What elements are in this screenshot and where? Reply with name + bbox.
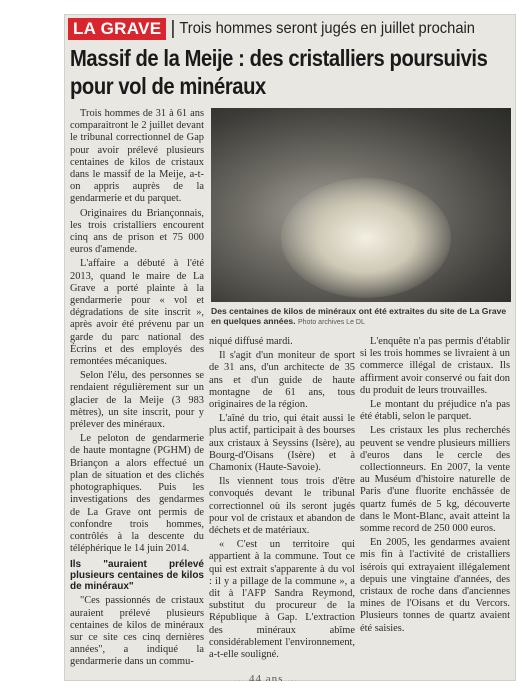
paragraph: L'aîné du trio, qui était aussi le plus actif, participait à des bourses aux cristaux à Seyssins (Isère), au Bourg-d'Oisans (Isère) et à Chamonix (Haute-Savoie).: [209, 413, 355, 474]
next-article-fragment: ... 44 ans ...: [234, 673, 299, 681]
photo-caption: [211, 306, 511, 328]
kicker-text: Trois hommes seront jugés en juillet prochain: [172, 20, 475, 38]
paragraph: En 2005, les gendarmes avaient mis fin à l'activité de cristalliers isérois qui extrayaient illégalement depuis une vingtaine d'années, des cristaux de roche dans d'anciennes mines de l'Oisans et du Vercors. Plusieurs tonnes de quartz avaient été saisies.: [360, 537, 510, 634]
paragraph: Trois hommes de 31 à 61 ans comparaitront le 2 juillet devant le tribunal correctionnel de Gap pour avoir prélevé plusieurs centaines de kilos de cristaux dans le massif de la Meije, a-t-on appris auprès de la gendarmerie et du parquet.: [70, 108, 204, 205]
paragraph: Il s'agit d'un moniteur de sport de 31 ans, d'un architecte de 35 ans et d'un guide de haute montagne de 61 ans, tous originaires de la région.: [209, 350, 355, 411]
paragraph: « C'est un territoire qui appartient à la commune. Tout ce qui est extrait s'apparente à du vol : il y a pillage de la commune », a dit à l'AFP Sandra Reymond, substitut du procureur de la République à Gap. L'extraction des minéraux abîme considérablement l'environnement, a-t-elle souligné.: [209, 539, 355, 661]
headline: Massif de la Meije : des cristalliers poursuivis pour vol de minéraux: [70, 45, 488, 99]
paragraph: Le montant du préjudice n'a pas été établi, selon le parquet.: [360, 399, 510, 423]
paragraph: "Ces passionnés de cristaux auraient prélevé plusieurs centaines de kilos de minéraux sur ce site ces cinq dernières années", a indiqué la gendarmerie dans un commu-: [70, 595, 204, 668]
paragraph: Originaires du Briançonnais, les trois cristalliers encourent cinq ans de prison et 75 000 euros d'amende.: [70, 207, 204, 256]
crystal-photo: [211, 108, 511, 302]
column-2: [209, 336, 355, 663]
photo-credit: Photo archives Le DL: [297, 319, 365, 326]
crystal-cluster-image: [281, 178, 451, 298]
column-1: [70, 108, 204, 671]
section-tag: LA GRAVE: [68, 18, 166, 40]
paragraph: L'enquête n'a pas permis d'établir si les trois hommes se livraient à un commerce illégal de cristaux. Ils affirment avoir conservé ou fait don du produit de leurs trouvailles.: [360, 336, 510, 396]
paragraph: Le peloton de gendarmerie de haute montagne (PGHM) de Briançon a alors effectué un plan de situation et des clichés photographiques. Puis les investigations des gendarmes de La Grave ont permis de confondre trois hommes, contrôlés à la descente du téléphérique le 14 juin 2014.: [70, 433, 204, 555]
kicker-bar: [68, 18, 502, 40]
subheading: Ils "auraient prélevé plusieurs centaines de kilos de minéraux": [70, 559, 204, 593]
newspaper-clipping: [64, 14, 516, 681]
paragraph: Selon l'élu, des personnes se rendaient régulièrement sur un glacier de la Meije (3 983 mètres), un site inscrit, pour y prélever des minéraux.: [70, 370, 204, 431]
paragraph: Ils viennent tous trois d'être convoqués devant le tribunal correctionnel où ils seront jugés pour vol de cristaux et abandon de déchets et de matériaux.: [209, 476, 355, 537]
paragraph: Les cristaux les plus recherchés peuvent se vendre plusieurs milliers d'euros dans le cercle des collectionneurs. En 2007, la vente au Muséum d'histoire naturelle de Paris d'une fluorite enchâssée de quartz fumés de 5 kg, découverte dans le Mont-Blanc, avait atteint la somme record de 250 000 euros.: [360, 425, 510, 535]
paragraph: L'affaire a débuté à l'été 2013, quand le maire de La Grave a porté plainte à la gendarmerie pour « vol et dégradations de site inscrit », après avoir été prévenu par un garde du parc national des Écrins et des employés des remontées mécaniques.: [70, 258, 204, 368]
column-3: [360, 336, 510, 637]
paragraph: niqué diffusé mardi.: [209, 336, 293, 347]
caption-text: Des centaines de kilos de minéraux ont été extraites du site de La Grave en quelques années.: [211, 306, 507, 326]
